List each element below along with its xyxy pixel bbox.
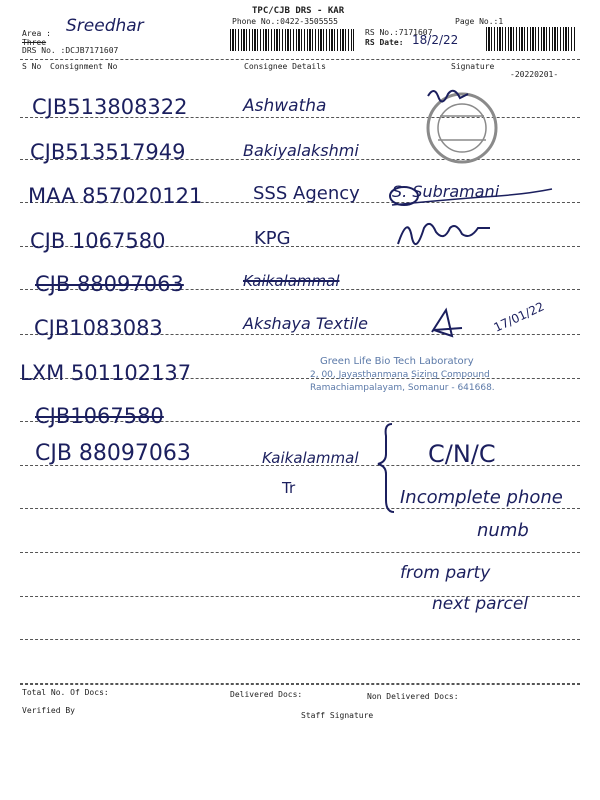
- consignment-number: CJB1083083: [34, 316, 163, 340]
- rs-date-value: 18/2/22: [412, 33, 459, 47]
- col-consignment: Consignment No: [50, 62, 118, 71]
- consignment-number: CJB513808322: [32, 95, 188, 119]
- note-line: next parcel: [432, 594, 529, 614]
- rs-number: RS No.:7171607: [365, 28, 433, 37]
- consignee-name: Bakiyalakshmi: [243, 141, 359, 160]
- brace-mark: [378, 424, 394, 512]
- page-number: Page No.:1: [455, 17, 504, 26]
- staff-signature: Staff Signature: [301, 711, 374, 720]
- col-signature: Signature: [451, 62, 495, 71]
- col-s-no: S No: [22, 62, 42, 71]
- signature-date: 17/01/22: [491, 299, 547, 335]
- delivered-docs: Delivered Docs:: [230, 690, 303, 699]
- area-label: Area :: [22, 29, 51, 38]
- note-line: numb: [477, 520, 529, 541]
- consignment-number: CJB1067580: [35, 404, 164, 428]
- signature-value: S. Subramani: [392, 182, 500, 201]
- consignee-name: KPG: [254, 228, 291, 249]
- footer-divider: [20, 684, 580, 685]
- round-stamp: [428, 94, 496, 162]
- signature-scribble: [428, 91, 468, 102]
- consignment-number: CJB513517949: [30, 140, 186, 164]
- consignee-name: Akshaya Textile: [243, 314, 368, 333]
- consignment-number: LXM 501102137: [20, 361, 192, 385]
- stamp-city: Ramachiampalayam, Somanur - 641668.: [310, 383, 495, 393]
- consignee-name: Kaikalammal: [262, 449, 359, 467]
- stamp-company-name: Green Life Bio Tech Laboratory: [320, 356, 474, 367]
- consignee-name: Ashwatha: [243, 96, 327, 116]
- signature-scribble: [432, 310, 462, 336]
- consignment-number: CJB 88097063: [35, 441, 191, 466]
- batch-code: -20220201-: [510, 70, 559, 79]
- struck-word: Three: [22, 38, 47, 47]
- consignment-number: CJB 88097063: [35, 272, 184, 296]
- signature-scribble: [398, 224, 490, 244]
- stamp-address: 2, 00, Jayasthanmana Sizing Compound: [310, 370, 490, 380]
- drs-number: DRS No. :DCJB7171607: [22, 46, 119, 55]
- note-line: Incomplete phone: [400, 487, 563, 508]
- consignment-number: CJB 1067580: [30, 229, 166, 253]
- document-title: TPC/CJB DRS - KAR: [252, 6, 345, 16]
- note-line: from party: [400, 563, 491, 583]
- consignee-note: Tr: [282, 479, 296, 497]
- verified-by: Verified By: [22, 706, 75, 715]
- phone-number: Phone No.:0422-3505555: [232, 17, 338, 26]
- col-consignee: Consignee Details: [244, 62, 326, 71]
- signature-value: C/N/C: [428, 440, 496, 468]
- consignee-name: Kaikalammal: [243, 272, 340, 290]
- rs-date-label: RS Date:: [365, 38, 404, 47]
- area-value: Sreedhar: [66, 16, 144, 36]
- total-docs: Total No. Of Docs:: [22, 688, 109, 697]
- consignment-number: MAA 857020121: [28, 184, 203, 208]
- consignee-name: SSS Agency: [253, 183, 360, 204]
- non-delivered-docs: Non Delivered Docs:: [367, 692, 459, 701]
